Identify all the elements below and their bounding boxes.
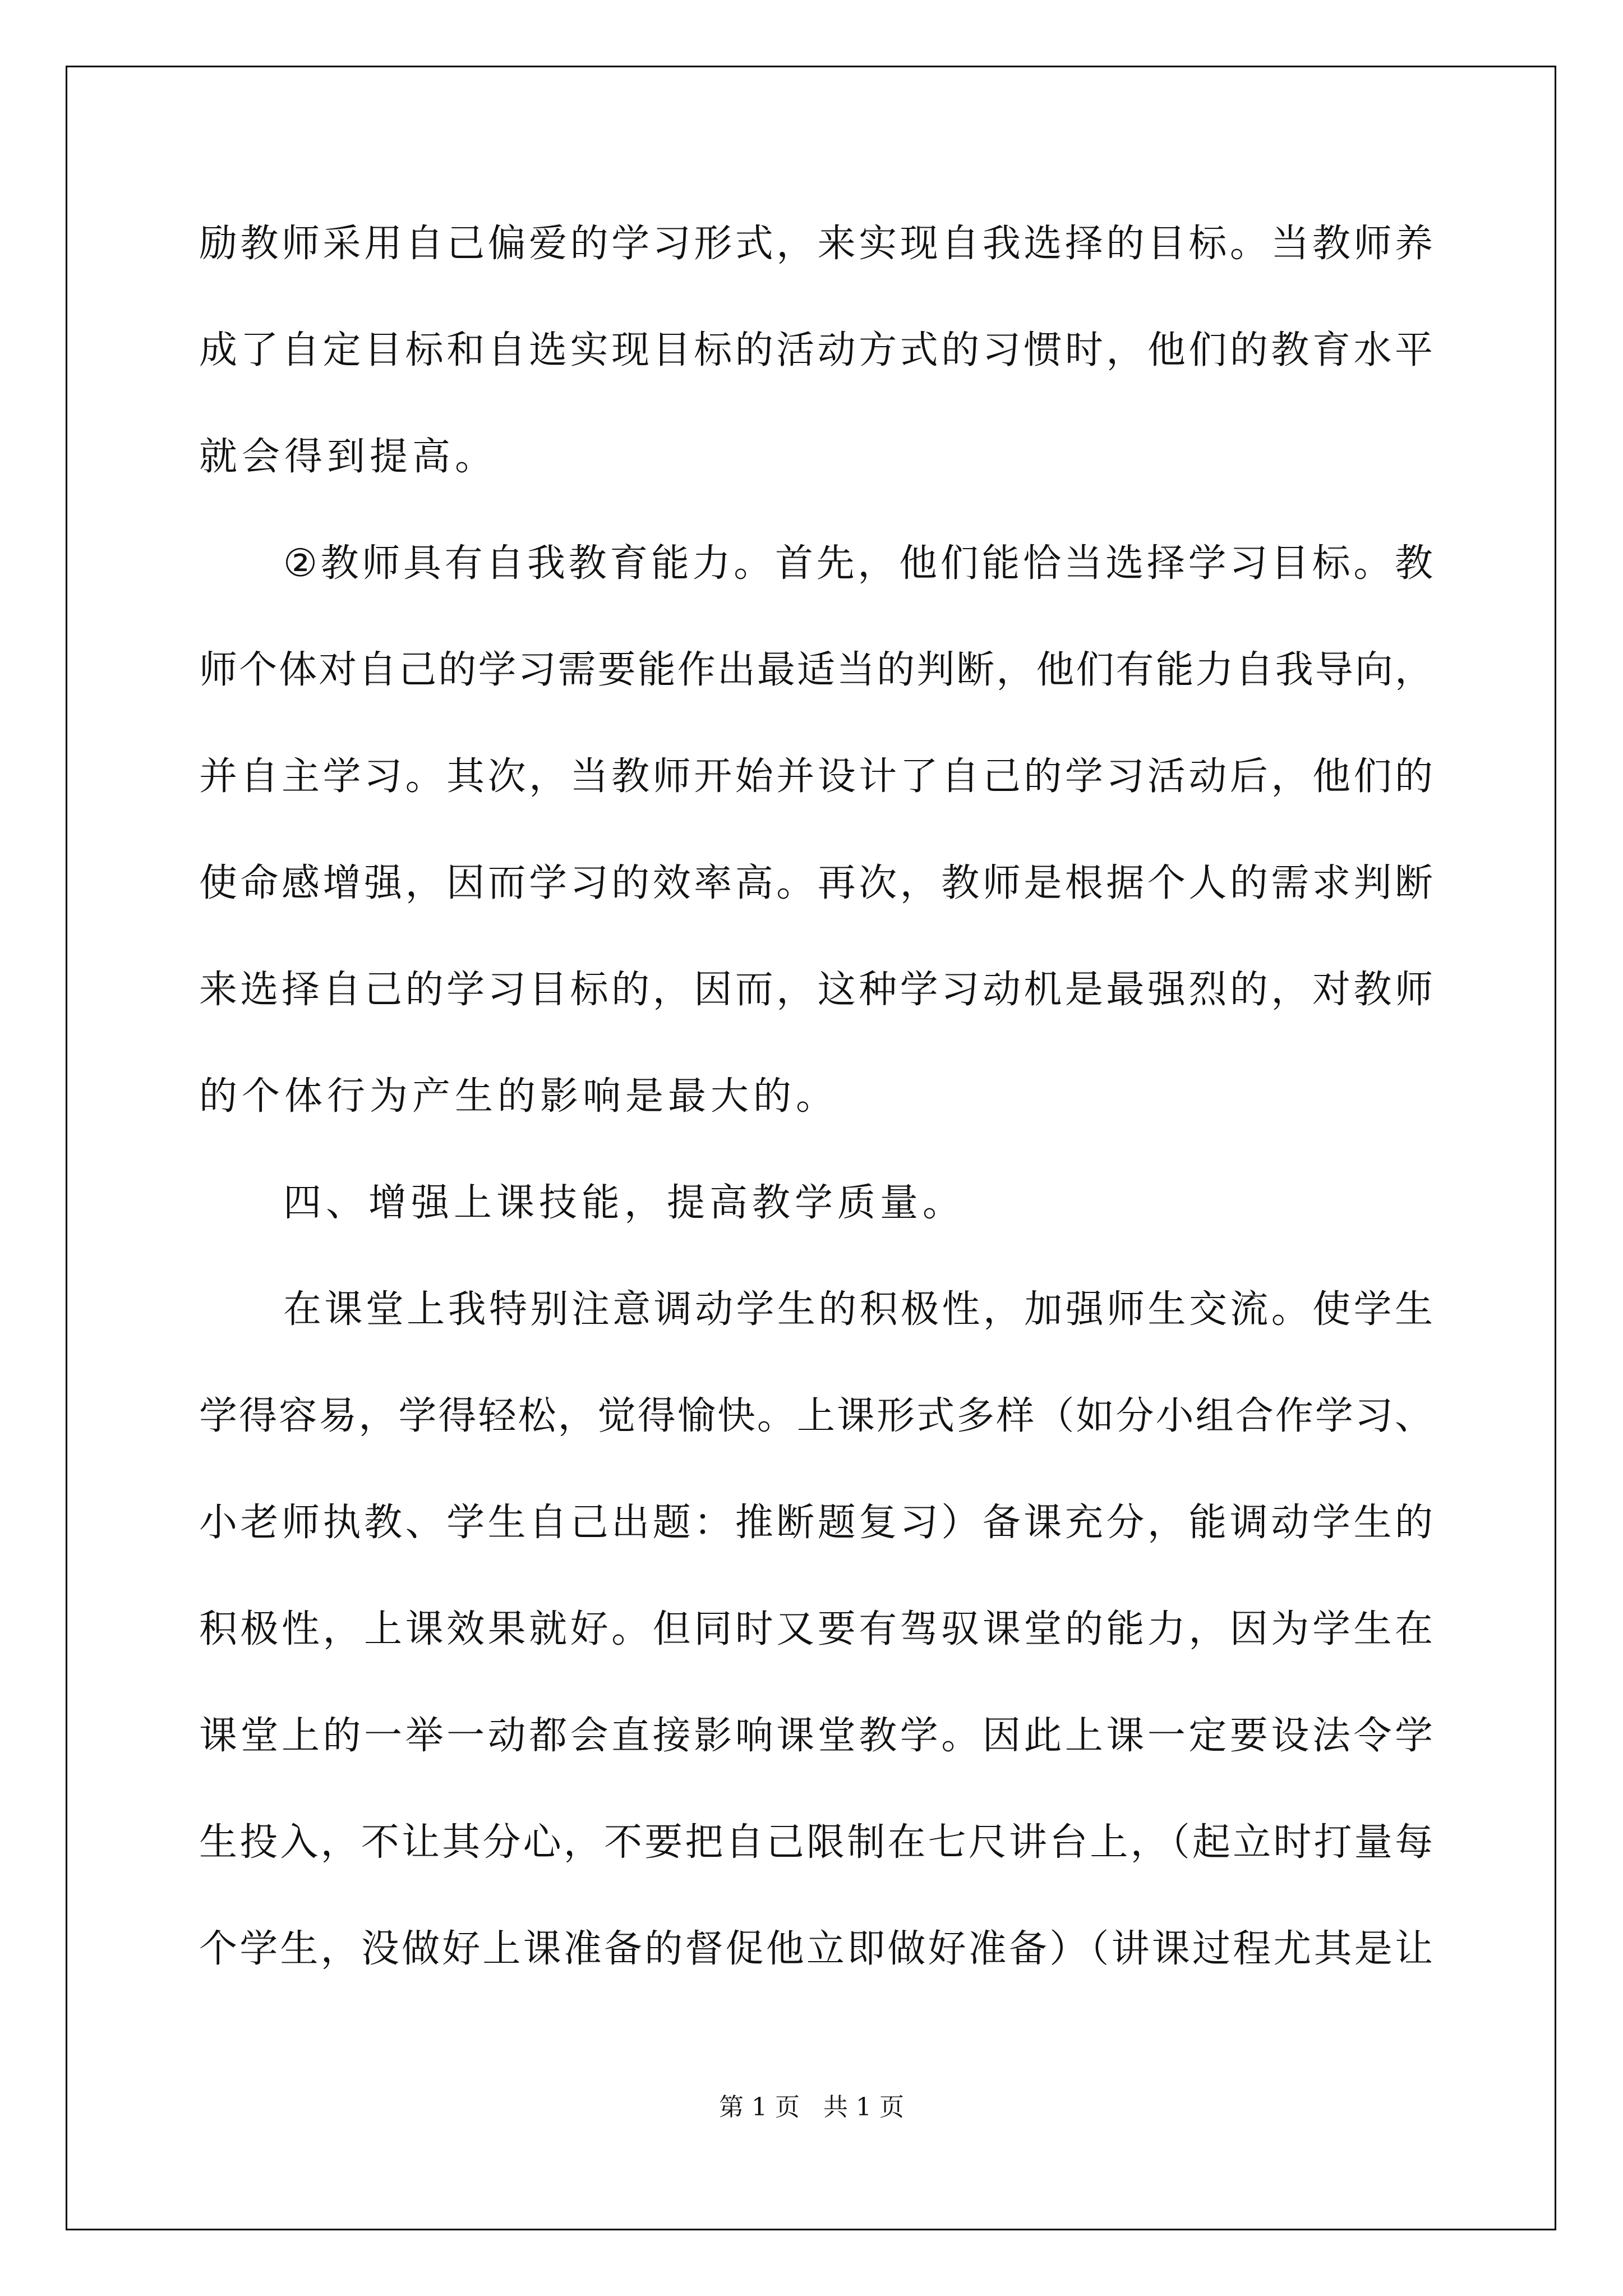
text-line-11: 在课堂上我特别注意调动学生的积极性，加强师生交流。使学生 — [283, 1287, 1433, 1332]
page-number-footer: 第 1 页 共 1 页 — [719, 2093, 904, 2122]
text-line-7: 使命感增强，因而学习的效率高。再次，教师是根据个人的需求判断 — [199, 861, 1433, 905]
section-heading: 四、增强上课技能，提高教学质量。 — [283, 1181, 966, 1225]
text-line-3: 就会得到提高。 — [199, 435, 498, 479]
text-line-8: 来选择自己的学习目标的，因而，这种学习动机是最强烈的，对教师 — [199, 968, 1433, 1012]
text-line-13: 小老师执教、学生自己出题：推断题复习）备课充分，能调动学生的 — [199, 1501, 1433, 1545]
text-line-1: 励教师采用自己偏爱的学习形式，来实现自我选择的目标。当教师养 — [199, 222, 1433, 266]
text-line-16: 生投入，不让其分心，不要把自己限制在七尺讲台上，（起立时打量每 — [199, 1820, 1433, 1865]
text-line-9: 的个体行为产生的影响是最大的。 — [199, 1074, 839, 1119]
text-line-5: 师个体对自己的学习需要能作出最适当的判断，他们有能力自我导向， — [199, 648, 1433, 692]
text-line-12: 学得容易，学得轻松，觉得愉快。上课形式多样（如分小组合作学习、 — [199, 1394, 1433, 1438]
text-line-17: 个学生，没做好上课准备的督促他立即做好准备）（讲课过程尤其是让 — [199, 1927, 1433, 1971]
text-line-14: 积极性，上课效果就好。但同时又要有驾驭课堂的能力，因为学生在 — [199, 1607, 1433, 1651]
text-line-4: ②教师具有自我教育能力。首先，他们能恰当选择学习目标。教 — [283, 541, 1433, 586]
text-line-15: 课堂上的一举一动都会直接影响课堂教学。因此上课一定要设法令学 — [199, 1714, 1433, 1758]
page-border — [66, 66, 1556, 2230]
text-line-6: 并自主学习。其次，当教师开始并设计了自己的学习活动后，他们的 — [199, 754, 1433, 799]
text-line-2: 成了自定目标和自选实现目标的活动方式的习惯时，他们的教育水平 — [199, 328, 1433, 372]
